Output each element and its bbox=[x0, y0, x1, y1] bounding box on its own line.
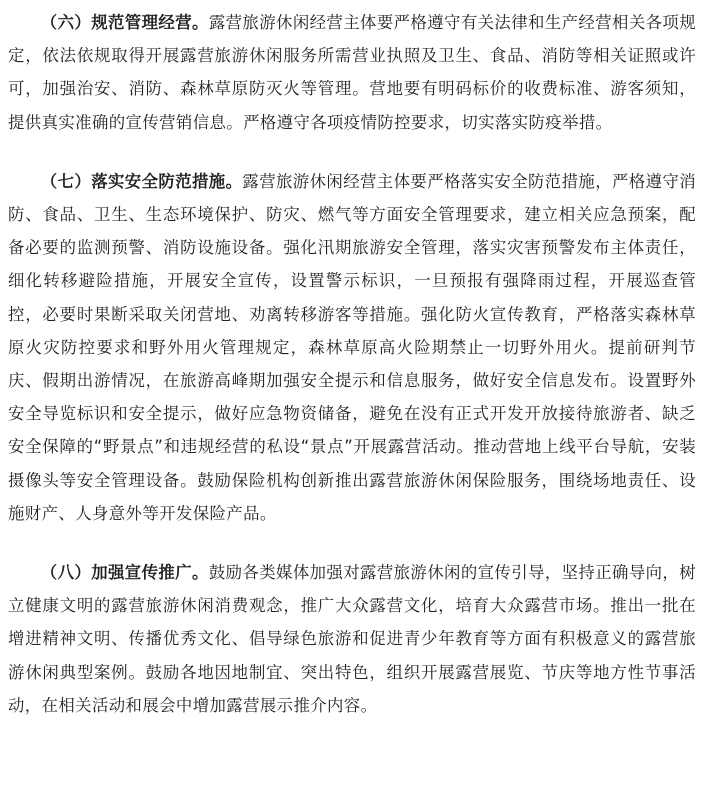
section-8-paragraph bbox=[8, 556, 696, 722]
section-7-paragraph bbox=[8, 165, 696, 530]
section-6-heading: （六）规范管理经营。 bbox=[40, 13, 209, 32]
section-8-heading: （八）加强宣传推广。 bbox=[40, 563, 209, 583]
section-8-text: 鼓励各类媒体加强对露营旅游休闲的宣传引导，坚持正确导向，树立健康文明的露营旅游休闲消费观念，推广大众露营文化，培育大众露营市场。推出一批在增进精神文明、传播优秀文化、倡导绿色旅游和促进青少年教育等方面有积极意义的露营旅游休闲典型案例。鼓励各地因地制宜、突出特色，组织开展露营展览、节庆等地方性节事活动，在相关活动和展会中增加露营展示推介内容。 bbox=[8, 563, 697, 715]
section-6-paragraph bbox=[8, 6, 696, 139]
section-7-text: 露营旅游休闲经营主体要严格落实安全防范措施，严格遵守消防、食品、卫生、生态环境保护、防灾、燃气等方面安全管理要求，建立相关应急预案，配备必要的监测预警、消防设施设备。强化汛期旅游安全管理，落实灾害预警发布主体责任，细化转移避险措施，开展安全宣传，设置警示标识，一旦预报有强降雨过程，开展巡查管控，必要时果断采取关闭营地、劝离转移游客等措施。强化防火宣传教育，严格落实森林草原火灾防控要求和野外用火管理规定，森林草原高火险期禁止一切野外用火。提前研判节庆、假期出游情况，在旅游高峰期加强安全提示和信息服务，做好安全信息发布。设置野外安全导览标识和安全提示，做好应急物资储备，避免在没有正式开发开放接待旅游者、缺乏安全保障的“野景点”和违规经营的私设“景点”开展露营活动。推动营地上线平台导航，安装摄像头等安全管理设备。鼓励保险机构创新推出露营旅游休闲保险服务，围绕场地责任、设施财产、人身意外等开发保险产品。 bbox=[8, 171, 696, 523]
section-7-heading: （七）落实安全防范措施。 bbox=[40, 171, 243, 191]
section-6-text: 露营旅游休闲经营主体要严格遵守有关法律和生产经营相关各项规定，依法依规取得开展露营旅游休闲服务所需营业执照及卫生、食品、消防等相关证照或许可，加强治安、消防、森林草原防灭火等管理。营地要有明码标价的收费标准、游客须知，提供真实准确的宣传营销信息。严格遵守各项疫情防控要求，切实落实防疫举措。 bbox=[8, 13, 697, 132]
